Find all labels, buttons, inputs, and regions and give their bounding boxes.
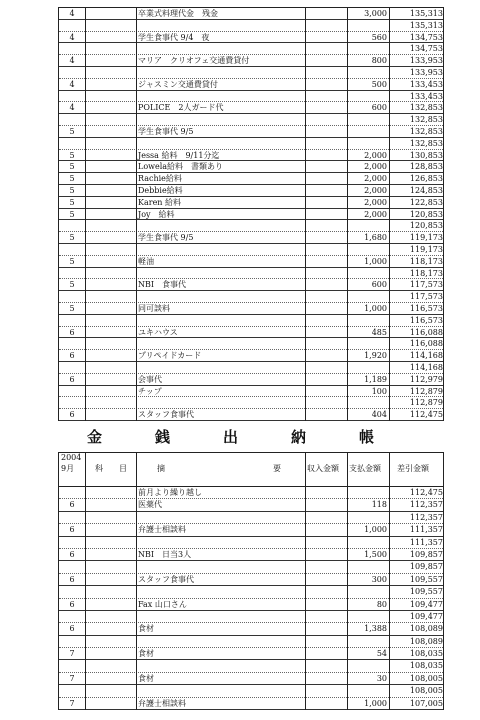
description-cell: NBI 日当3人 (138, 549, 192, 559)
balance-cell: 118,173 (409, 268, 443, 278)
month-cell (59, 20, 85, 32)
description-cell (136, 220, 306, 232)
ledger-bottom-row (59, 636, 443, 648)
ledger-bottom-row (59, 698, 443, 710)
description-cell: スタッフ食事代 (138, 410, 194, 420)
ledger-bottom-row (59, 623, 443, 635)
ledger-bottom-row (59, 499, 443, 511)
ledger-top-row (59, 327, 443, 339)
balance-cell: 118,173 (409, 256, 443, 266)
month-cell: 6 (69, 599, 75, 609)
month-cell (59, 362, 85, 374)
balance-cell: 133,453 (409, 91, 443, 101)
ledger-bottom-row (59, 599, 443, 611)
month-cell (59, 43, 85, 55)
month-cell (59, 114, 85, 126)
expense-cell (349, 67, 387, 79)
balance-cell: 114,168 (409, 351, 443, 361)
description-cell: 会事代 (138, 374, 162, 384)
balance-cell: 117,573 (409, 292, 443, 302)
month-cell (59, 244, 85, 256)
column-divider (389, 453, 390, 710)
month-cell: 7 (69, 649, 75, 659)
ledger-bottom-row (59, 512, 443, 524)
column-divider (305, 8, 306, 421)
month-cell: 4 (69, 32, 75, 42)
balance-cell: 109,557 (409, 587, 443, 597)
ledger-top-table (58, 7, 444, 421)
ledger-top-row (59, 91, 443, 103)
expense-cell (349, 291, 387, 303)
month-cell (59, 660, 85, 672)
description-cell: 食材 (138, 673, 154, 683)
ledger-top-row (59, 102, 443, 114)
description-cell: ジャスミン交通費貸付 (138, 79, 218, 89)
description-cell (136, 114, 306, 126)
month-cell (59, 512, 85, 524)
balance-cell: 116,573 (409, 315, 443, 325)
header-balance: 差引金額 (397, 464, 429, 473)
month-cell: 6 (69, 525, 75, 535)
balance-cell: 126,853 (409, 174, 443, 184)
ledger-top-row (59, 43, 443, 55)
description-cell: 軽油 (138, 256, 154, 266)
ledger-bottom-row (59, 537, 443, 549)
expense-cell (349, 91, 387, 103)
expense-cell (349, 537, 387, 549)
balance-cell: 108,005 (409, 673, 443, 683)
month-cell (59, 586, 85, 598)
month-cell (59, 315, 85, 327)
expense-cell: 1,000 (364, 303, 387, 313)
column-divider (347, 453, 348, 710)
balance-cell: 132,853 (409, 126, 443, 136)
ledger-bottom-row (59, 524, 443, 536)
expense-cell: 2,000 (364, 209, 387, 219)
ledger-top-row (59, 256, 443, 268)
description-cell: Jessa 給料 9/11分迄 (138, 150, 220, 160)
balance-cell: 108,035 (409, 649, 443, 659)
ledger-bottom-row (59, 648, 443, 660)
month-cell: 5 (69, 162, 75, 172)
ledger-top-row (59, 386, 443, 398)
balance-cell: 112,475 (409, 410, 443, 420)
expense-cell (349, 244, 387, 256)
expense-cell: 600 (371, 103, 387, 113)
expense-cell (349, 220, 387, 232)
month-cell: 6 (69, 374, 75, 384)
description-cell (136, 138, 306, 150)
ledger-top-row (59, 397, 443, 409)
expense-cell: 800 (371, 56, 387, 66)
expense-cell: 1,920 (364, 351, 387, 361)
balance-cell: 133,953 (409, 67, 443, 77)
description-cell: 弁護士相談料 (138, 525, 186, 535)
ledger-bottom-table (58, 452, 444, 710)
balance-cell: 109,477 (409, 599, 443, 609)
balance-cell: 124,853 (409, 185, 443, 195)
ledger-top-row (59, 244, 443, 256)
description-cell: 学生食事代 9/5 (138, 126, 194, 136)
ledger-top-grid (58, 7, 444, 421)
description-cell (136, 315, 306, 327)
balance-cell: 119,173 (409, 233, 443, 243)
expense-cell (349, 611, 387, 623)
ledger-bottom-row (59, 487, 443, 499)
header-subject: 科 (95, 464, 103, 473)
balance-cell: 109,477 (409, 611, 443, 621)
expense-cell: 54 (376, 649, 387, 659)
month-cell (59, 268, 85, 280)
description-cell (136, 537, 306, 549)
expense-cell: 1,189 (364, 374, 387, 384)
expense-cell (349, 487, 387, 499)
expense-cell: 100 (371, 386, 387, 396)
month-cell: 5 (69, 209, 75, 219)
description-cell: 学生食事代 9/5 (138, 233, 194, 243)
description-cell: Debbie給料 (138, 185, 183, 195)
expense-cell (349, 660, 387, 672)
column-divider (136, 8, 137, 421)
expense-cell: 1,680 (364, 233, 387, 243)
expense-cell: 30 (376, 673, 387, 683)
description-cell (136, 43, 306, 55)
header-income: 収入金額 (307, 464, 339, 473)
description-cell (136, 244, 306, 256)
description-cell: プリペイドカード (138, 351, 202, 361)
month-cell: 6 (69, 549, 75, 559)
month-cell (59, 220, 85, 232)
description-cell: Lowela給料 書類あり (138, 162, 224, 172)
balance-cell: 116,088 (409, 339, 443, 349)
balance-cell: 135,313 (409, 20, 443, 30)
expense-cell (349, 512, 387, 524)
header-day: 目 (119, 464, 127, 473)
balance-cell: 108,089 (409, 624, 443, 634)
balance-cell: 111,357 (409, 525, 443, 535)
header-desc-a: 摘 (157, 464, 165, 473)
month-cell: 4 (69, 103, 75, 113)
ledger-top-row (59, 303, 443, 315)
month-cell: 4 (69, 9, 75, 18)
ledger-top-row (59, 161, 443, 173)
description-cell (136, 586, 306, 598)
ledger-bottom-row (59, 685, 443, 697)
expense-cell: 80 (376, 599, 387, 609)
month-cell (59, 561, 85, 573)
ledger-bottom-row (59, 673, 443, 685)
description-cell (136, 512, 306, 524)
balance-cell: 112,357 (409, 512, 443, 522)
month-cell: 6 (69, 327, 75, 337)
expense-cell: 600 (371, 280, 387, 290)
ledger-top-row (59, 185, 443, 197)
column-divider (85, 8, 86, 421)
balance-cell: 109,857 (409, 562, 443, 572)
ledger-top-row (59, 279, 443, 291)
column-divider (305, 453, 306, 710)
balance-cell: 111,357 (409, 537, 443, 547)
column-divider (389, 8, 390, 421)
ledger-bottom-row (59, 561, 443, 573)
ledger-top-row (59, 173, 443, 185)
description-cell (136, 611, 306, 623)
balance-cell: 109,857 (409, 549, 443, 559)
description-cell (136, 20, 306, 32)
balance-cell: 116,088 (409, 327, 443, 337)
expense-cell (349, 126, 387, 138)
expense-cell: 2,000 (364, 150, 387, 160)
month-cell: 5 (69, 185, 75, 195)
header-year: 2004 (61, 453, 82, 462)
expense-cell: 118 (371, 500, 387, 510)
month-cell (59, 685, 85, 697)
ledger-top-row (59, 315, 443, 327)
description-cell: Karen 給料 (138, 197, 181, 207)
balance-cell: 114,168 (409, 362, 443, 372)
ledger-top-row (59, 32, 443, 44)
description-cell: 医薬代 (138, 500, 162, 510)
expense-cell: 1,388 (364, 624, 387, 634)
expense-cell: 300 (371, 574, 387, 584)
ledger-bottom-grid (58, 452, 444, 710)
month-cell (59, 67, 85, 79)
ledger-header (59, 453, 443, 487)
expense-cell: 560 (371, 32, 387, 42)
ledger-top-row (59, 114, 443, 126)
ledger-top-row (59, 209, 443, 221)
expense-cell: 2,000 (364, 162, 387, 172)
ledger-title: 金 銭 出 納 帳 (86, 428, 393, 446)
description-cell: マリア クリオフェ交通費貸付 (138, 56, 250, 66)
balance-cell: 133,953 (409, 56, 443, 66)
month-cell: 7 (69, 698, 75, 708)
month-cell (59, 91, 85, 103)
description-cell (136, 67, 306, 79)
description-cell: 学生食事代 9/4 夜 (138, 32, 210, 42)
description-cell: 前月より繰り越し (138, 488, 202, 497)
ledger-top-row (59, 55, 443, 67)
ledger-top-row (59, 409, 443, 421)
month-cell: 6 (69, 624, 75, 634)
description-cell (136, 268, 306, 280)
expense-cell: 1,000 (364, 698, 387, 708)
balance-cell: 132,853 (409, 103, 443, 113)
description-cell: ユキハウス (138, 327, 178, 337)
balance-cell: 112,879 (409, 398, 443, 408)
description-cell (136, 685, 306, 697)
month-cell: 6 (69, 351, 75, 361)
expense-cell (349, 114, 387, 126)
expense-cell: 500 (371, 79, 387, 89)
description-cell: Rachie給料 (138, 174, 182, 184)
description-cell: 食材 (138, 649, 154, 659)
ledger-bottom-row (59, 586, 443, 598)
description-cell (136, 636, 306, 648)
month-cell (59, 636, 85, 648)
month-cell: 6 (69, 500, 75, 510)
balance-cell: 132,853 (409, 138, 443, 148)
balance-cell: 133,453 (409, 79, 443, 89)
balance-cell: 108,089 (409, 636, 443, 646)
header-expense: 支払金額 (349, 464, 381, 473)
month-cell (59, 537, 85, 549)
ledger-top-row (59, 338, 443, 350)
expense-cell (349, 20, 387, 32)
balance-cell: 119,173 (409, 244, 443, 254)
description-cell: Fax 山口さん (138, 599, 187, 609)
month-cell (59, 338, 85, 350)
balance-cell: 112,357 (409, 500, 443, 510)
balance-cell: 128,853 (409, 162, 443, 172)
ledger-top-row (59, 232, 443, 244)
balance-cell: 135,313 (409, 9, 443, 18)
expense-cell (349, 315, 387, 327)
description-cell: Joy 給料 (138, 209, 175, 219)
description-cell (136, 561, 306, 573)
column-divider (347, 8, 348, 421)
balance-cell: 112,879 (409, 386, 443, 396)
month-cell (59, 397, 85, 409)
ledger-bottom-row (59, 549, 443, 561)
expense-cell (349, 43, 387, 55)
expense-cell: 2,000 (364, 197, 387, 207)
description-cell: 弁護士相談料 (138, 698, 186, 708)
month-cell: 5 (69, 174, 75, 184)
expense-cell (349, 636, 387, 648)
ledger-bottom-row (59, 611, 443, 623)
month-cell (59, 611, 85, 623)
description-cell: 卒業式料理代金 残金 (138, 9, 218, 18)
month-cell (59, 138, 85, 150)
expense-cell: 1,500 (364, 549, 387, 559)
balance-cell: 122,853 (409, 197, 443, 207)
description-cell: チップ (138, 386, 162, 396)
expense-cell (349, 138, 387, 150)
description-cell: スタッフ食事代 (138, 574, 194, 584)
header-desc-b: 要 (273, 464, 281, 473)
expense-cell: 3,000 (364, 9, 387, 18)
month-cell: 5 (69, 197, 75, 207)
description-cell (136, 660, 306, 672)
ledger-top-row (59, 197, 443, 209)
balance-cell: 112,979 (409, 374, 443, 384)
ledger-top-row (59, 8, 443, 20)
header-month: 9月 (61, 464, 75, 473)
ledger-top-row (59, 350, 443, 362)
expense-cell (349, 586, 387, 598)
description-cell (136, 362, 306, 374)
ledger-top-row (59, 150, 443, 162)
description-cell: 同可談料 (138, 303, 170, 313)
ledger-top-row (59, 374, 443, 386)
ledger-top-row (59, 291, 443, 303)
description-cell: 食材 (138, 624, 154, 634)
balance-cell: 116,573 (409, 303, 443, 313)
balance-cell: 134,753 (409, 44, 443, 54)
expense-cell (349, 685, 387, 697)
column-divider (85, 453, 86, 710)
expense-cell: 2,000 (364, 185, 387, 195)
ledger-top-row (59, 67, 443, 79)
expense-cell: 2,000 (364, 174, 387, 184)
ledger-top-row (59, 138, 443, 150)
description-cell: NBI 食事代 (138, 280, 187, 290)
month-cell (59, 386, 85, 398)
month-cell: 5 (69, 233, 75, 243)
expense-cell (349, 397, 387, 409)
month-cell: 5 (69, 303, 75, 313)
ledger-bottom-row (59, 660, 443, 672)
month-cell: 5 (69, 280, 75, 290)
balance-cell: 130,853 (409, 150, 443, 160)
description-cell (136, 291, 306, 303)
description-cell (136, 338, 306, 350)
month-cell: 5 (69, 256, 75, 266)
balance-cell: 107,005 (409, 698, 443, 708)
balance-cell: 108,035 (409, 661, 443, 671)
month-cell: 7 (69, 673, 75, 683)
expense-cell (349, 338, 387, 350)
expense-cell: 485 (371, 327, 387, 337)
expense-cell: 1,000 (364, 256, 387, 266)
month-cell: 6 (69, 410, 75, 420)
ledger-top-row (59, 362, 443, 374)
balance-cell: 112,475 (409, 488, 443, 497)
expense-cell (349, 561, 387, 573)
month-cell: 4 (69, 79, 75, 89)
month-cell: 5 (69, 150, 75, 160)
expense-cell (349, 362, 387, 374)
ledger-bottom-row (59, 574, 443, 586)
balance-cell: 134,753 (409, 32, 443, 42)
ledger-top-row (59, 220, 443, 232)
description-cell (136, 397, 306, 409)
balance-cell: 117,573 (409, 280, 443, 290)
balance-cell: 120,853 (409, 221, 443, 231)
description-cell: POLICE 2人ガード代 (138, 103, 224, 113)
expense-cell (349, 268, 387, 280)
description-cell (136, 91, 306, 103)
balance-cell: 120,853 (409, 209, 443, 219)
month-cell (59, 487, 85, 499)
month-cell: 6 (69, 574, 75, 584)
balance-cell: 109,557 (409, 574, 443, 584)
expense-cell: 404 (371, 410, 387, 420)
balance-cell: 132,853 (409, 115, 443, 125)
month-cell: 5 (69, 126, 75, 136)
ledger-top-row (59, 268, 443, 280)
balance-cell: 108,005 (409, 686, 443, 696)
ledger-top-row (59, 79, 443, 91)
month-cell (59, 291, 85, 303)
ledger-top-row (59, 126, 443, 138)
ledger-top-row (59, 20, 443, 32)
month-cell: 4 (69, 56, 75, 66)
expense-cell: 1,000 (364, 525, 387, 535)
column-divider (136, 453, 137, 710)
